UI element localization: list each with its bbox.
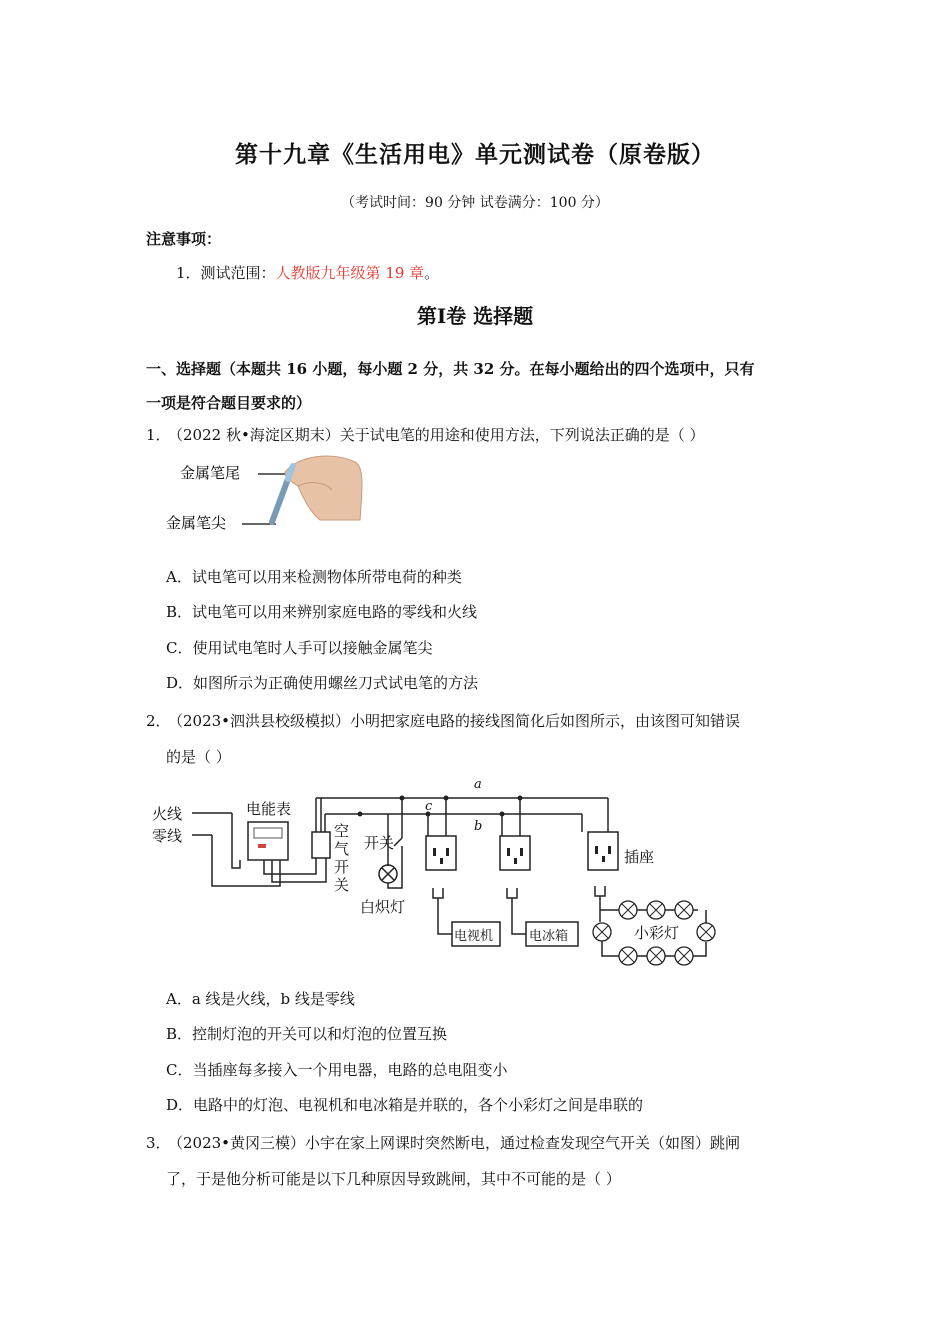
part-heading-line2: 一项是符合题目要求的） — [146, 394, 312, 412]
exam-info: （考试时间：90 分钟 试卷满分：100 分） — [341, 195, 609, 211]
question-number: 3． — [146, 1134, 171, 1152]
label-breaker-4: 关 — [334, 876, 350, 894]
notice-label: 注意事项： — [146, 230, 222, 248]
label-wire-c: c — [425, 799, 433, 814]
notice-item — [176, 262, 439, 283]
notice-item-prefix: 1．测试范围： — [176, 264, 276, 282]
question-number: 2． — [146, 712, 171, 730]
question-stem-cont: 了，于是他分析可能是以下几种原因导致跳闸，其中不可能的是（ ） — [166, 1170, 621, 1188]
label-breaker-1: 空 — [334, 822, 350, 840]
part-heading-line1: 一、选择题（本题共 16 小题，每小题 2 分，共 32 分。在每小题给出的四个选项中，只有 — [146, 360, 755, 378]
option-d: D．如图所示为正确使用螺丝刀式试电笔的方法 — [166, 674, 479, 692]
question-stem: （2023•黄冈三模）小宇在家上网课时突然断电，通过检查发现空气开关（如图）跳闸 — [168, 1134, 741, 1152]
label-neutral-wire: 零线 — [152, 827, 183, 845]
label-meter: 电能表 — [246, 800, 292, 818]
label-minilights: 小彩灯 — [634, 924, 680, 942]
question-stem: （2022 秋•海淀区期末）关于试电笔的用途和使用方法，下列说法正确的是（ ） — [168, 426, 705, 444]
label-switch: 开关 — [364, 834, 395, 852]
section-title: 第Ⅰ卷 选择题 — [416, 304, 534, 328]
figure-label-tail: 金属笔尾 — [180, 464, 241, 482]
option-b: B．试电笔可以用来辨别家庭电路的零线和火线 — [166, 603, 478, 621]
option-a: A．试电笔可以用来检测物体所带电荷的种类 — [166, 568, 462, 586]
label-breaker-3: 开 — [334, 858, 350, 876]
notice-item-suffix: 。 — [424, 264, 440, 282]
option-c: C．当插座每多接入一个用电器，电路的总电阻变小 — [166, 1061, 508, 1079]
hand-icon — [285, 456, 362, 520]
circuit-diagram — [140, 770, 730, 975]
label-fridge: 电冰箱 — [529, 929, 569, 944]
option-a: A．a 线是火线，b 线是零线 — [166, 990, 355, 1008]
option-b: B．控制灯泡的开关可以和灯泡的位置互换 — [166, 1025, 448, 1043]
test-pen-figure — [160, 452, 370, 542]
notice-scope: 人教版九年级第 19 章 — [275, 264, 425, 282]
question-number: 1． — [146, 426, 171, 444]
label-socket: 插座 — [624, 848, 655, 866]
label-breaker-2: 气 — [334, 840, 350, 858]
option-c: C．使用试电笔时人手可以接触金属笔尖 — [166, 639, 433, 657]
document-title: 第十九章《生活用电》单元测试卷（原卷版） — [235, 141, 715, 168]
label-wire-a: a — [474, 777, 482, 792]
question-stem-cont: 的是（ ） — [166, 748, 231, 766]
question-stem: （2023•泗洪县校级模拟）小明把家庭电路的接线图简化后如图所示，由该图可知错误 — [168, 712, 741, 730]
label-wire-b: b — [474, 819, 483, 834]
label-bulb: 白炽灯 — [360, 898, 406, 916]
option-d: D．电路中的灯泡、电视机和电冰箱是并联的，各个小彩灯之间是串联的 — [166, 1096, 644, 1114]
label-tv: 电视机 — [454, 929, 494, 944]
label-live-wire: 火线 — [152, 805, 183, 823]
figure-label-tip: 金属笔尖 — [166, 514, 227, 532]
part-heading — [146, 352, 810, 420]
